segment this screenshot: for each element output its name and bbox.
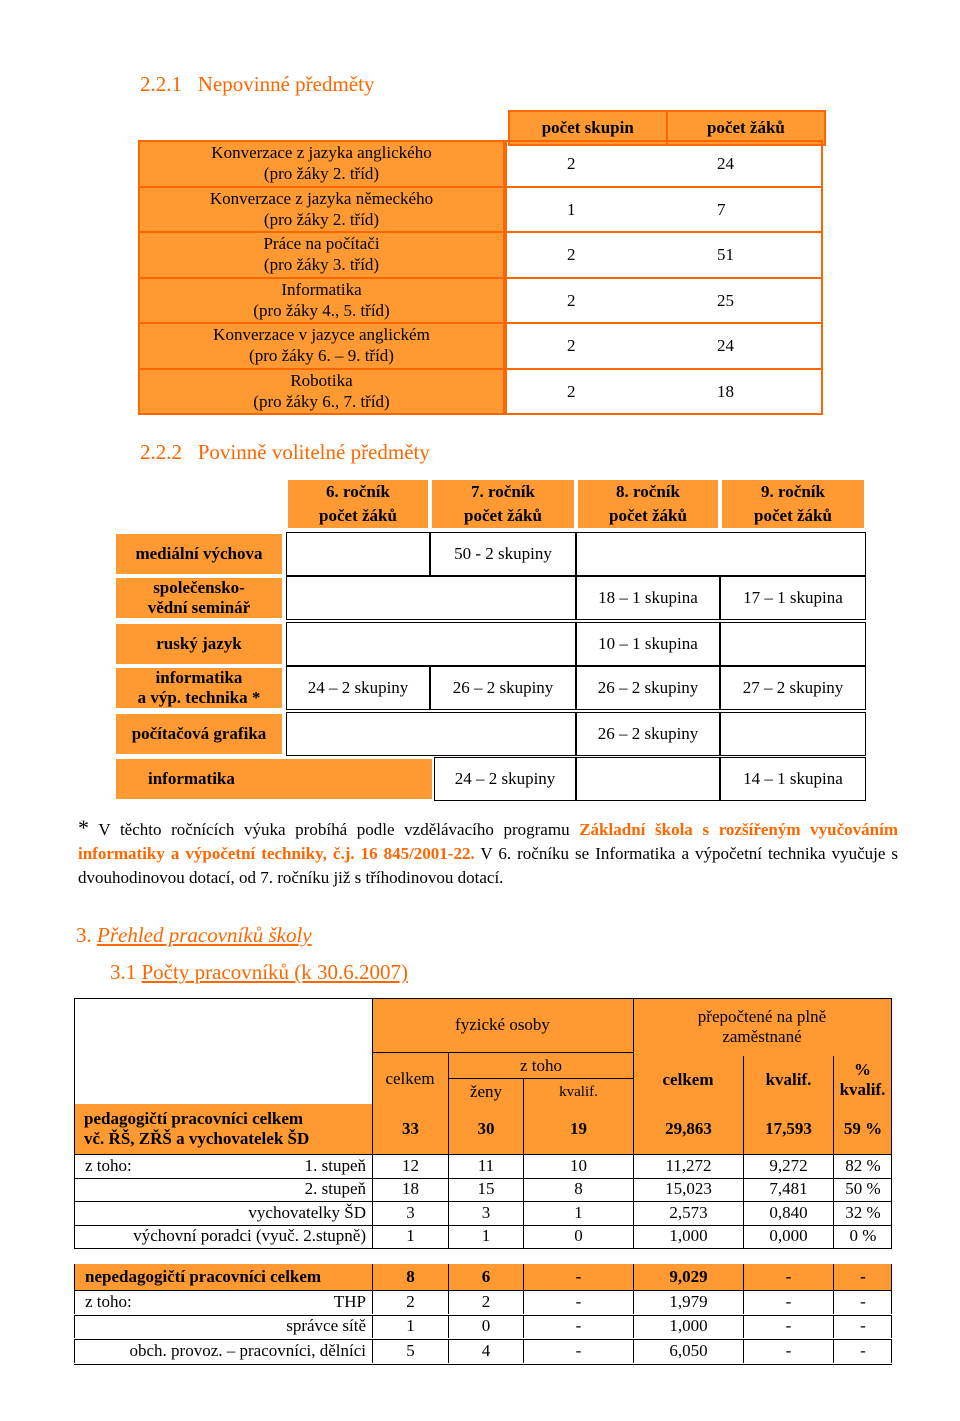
grade-label: 9. ročník — [761, 482, 825, 501]
row-value: 1,000 — [633, 1225, 743, 1249]
header-women: ženy — [448, 1078, 523, 1104]
ped-total-value: 30 — [448, 1104, 523, 1154]
row-label: vychovatelky ŠD — [248, 1202, 366, 1222]
empty-cell — [286, 532, 430, 576]
row-label-cell — [74, 1315, 372, 1339]
ped-total-value: 59 % — [833, 1104, 892, 1154]
group-count: 2 — [567, 245, 576, 264]
row-value: - — [833, 1339, 892, 1363]
sep — [891, 1264, 892, 1290]
row-value: - — [523, 1339, 633, 1363]
subject-name-line-2: vědní seminář — [147, 598, 251, 617]
note-text-2: V 6. ročníku se Informatika a výpočetní technika vyučuje s dvouhodinovou dotací, od 7. ročníku již s tříhodinovou dotací. — [78, 844, 899, 887]
optional-subject-name: Práce na počítači — [263, 234, 380, 253]
section-title: Povinně volitelné předměty — [197, 440, 430, 464]
row-value: - — [833, 1315, 892, 1339]
optional-subject-cell — [138, 231, 505, 279]
row-value: 0,000 — [743, 1225, 833, 1249]
optional-subject-values — [505, 186, 823, 234]
row-value: 11 — [448, 1154, 523, 1178]
row-value: 2 — [372, 1290, 448, 1314]
row-value: 18 — [372, 1178, 448, 1202]
header-qualified: kvalif. — [523, 1078, 633, 1104]
section-heading-2-2-2 — [140, 440, 430, 465]
row-value: 1 — [372, 1315, 448, 1339]
grade-header — [720, 478, 866, 530]
row-label-cell — [74, 1339, 372, 1363]
elective-subject-label: informatika — [114, 757, 434, 801]
pupils-label: počet žáků — [754, 506, 832, 525]
nonped-total-value: - — [743, 1264, 833, 1290]
row-prefix: z toho: — [85, 1291, 132, 1311]
section-number: 3.1 — [110, 960, 137, 984]
pupil-count: 25 — [717, 290, 734, 310]
row-line — [74, 1248, 892, 1249]
row-value: 2 — [448, 1290, 523, 1314]
pupil-count: 51 — [717, 245, 734, 264]
row-value: 0 — [523, 1225, 633, 1249]
row-prefix: z toho: — [85, 1155, 132, 1175]
sep — [891, 1104, 892, 1154]
optional-subject-name: Robotika — [290, 370, 353, 390]
row-value: - — [743, 1290, 833, 1314]
row-line — [74, 1364, 892, 1365]
optional-subject-values — [505, 322, 823, 370]
row-value: 1 — [372, 1225, 448, 1249]
subject-name-line-1: společensko- — [153, 578, 245, 597]
ped-total-line-2: vč. ŘŠ, ZŘŠ a vychovatelek ŠD — [84, 1129, 310, 1148]
row-value: 12 — [372, 1154, 448, 1178]
value-cell: 26 – 2 skupiny — [576, 712, 720, 756]
row-value: 82 % — [833, 1154, 892, 1178]
elective-subject-label — [114, 666, 284, 710]
row-value: - — [743, 1339, 833, 1363]
optional-subject-cell — [138, 322, 505, 370]
row-label: 2. stupeň — [304, 1179, 366, 1199]
section-heading-3 — [76, 923, 312, 948]
empty-cell — [720, 712, 866, 756]
row-value: 15 — [448, 1178, 523, 1202]
empty-cell — [286, 712, 576, 756]
optional-subject-name: Konverzace v jazyce anglickém — [213, 325, 430, 344]
elective-subject-label: mediální výchova — [114, 532, 284, 576]
optional-subject-values — [505, 231, 823, 279]
row-value: - — [523, 1315, 633, 1339]
pupils-label: počet žáků — [609, 506, 687, 525]
section-heading-2-2-1 — [140, 72, 374, 97]
section-number: 3. — [76, 923, 92, 947]
optional-subject-cell — [138, 368, 505, 416]
grade-header — [576, 478, 720, 530]
row-value: 0 — [448, 1315, 523, 1339]
value-cell: 24 – 2 skupiny — [434, 757, 576, 801]
nonped-total-value: 9,029 — [633, 1264, 743, 1290]
value-cell: 17 – 1 skupina — [720, 576, 866, 620]
pupil-count: 24 — [717, 336, 734, 355]
optional-subject-cell — [138, 277, 505, 325]
asterisk: * — [78, 815, 89, 840]
sep — [891, 1315, 892, 1339]
percent-sign: % — [854, 1060, 871, 1079]
pupil-count: 7 — [717, 199, 726, 219]
row-value: 11,272 — [633, 1154, 743, 1178]
percent-label: kvalif. — [839, 1080, 886, 1099]
sep — [891, 1339, 892, 1363]
nonped-total-value: - — [833, 1264, 892, 1290]
row-label: THP — [333, 1291, 366, 1311]
row-value: - — [743, 1315, 833, 1339]
sep — [891, 1178, 892, 1202]
section-title: Přehled pracovníků školy — [97, 923, 312, 947]
optional-subject-cell — [138, 140, 505, 188]
row-label: obch. provoz. – pracovníci, dělníci — [129, 1340, 366, 1360]
optional-subject-grades: (pro žáky 4., 5. tříd) — [253, 300, 390, 320]
header-recalculated: přepočtené na plně zaměstnané — [697, 1007, 827, 1046]
value-cell: 26 – 2 skupiny — [430, 666, 576, 710]
row-value: 32 % — [833, 1201, 892, 1225]
optional-subject-values — [505, 140, 823, 188]
row-value: 15,023 — [633, 1178, 743, 1202]
row-value: 3 — [372, 1201, 448, 1225]
row-value: 1,000 — [633, 1315, 743, 1339]
optional-subject-grades: (pro žáky 2. tříd) — [263, 164, 380, 183]
header-pupils: počet žáků — [667, 111, 825, 145]
value-cell: 50 - 2 skupiny — [430, 532, 576, 576]
header-physical: fyzické osoby — [455, 1015, 550, 1034]
section-title: Počty pracovníků (k 30.6.2007) — [141, 960, 409, 984]
empty-cell — [286, 622, 576, 666]
optional-subject-grades: (pro žáky 6., 7. tříd) — [253, 391, 390, 411]
group-count: 1 — [567, 199, 576, 219]
nonped-total-value: 8 — [372, 1264, 448, 1290]
section-number: 2.2.2 — [140, 440, 182, 464]
row-value: 50 % — [833, 1178, 892, 1202]
row-value: 4 — [448, 1339, 523, 1363]
group-count: 2 — [567, 336, 576, 355]
row-label: 1. stupeň — [304, 1155, 366, 1175]
value-cell: 24 – 2 skupiny — [286, 666, 430, 710]
elective-subject-label: počítačová grafika — [114, 712, 284, 756]
value-cell: 10 – 1 skupina — [576, 622, 720, 666]
empty-cell — [286, 576, 576, 620]
empty-cell — [720, 622, 866, 666]
row-value: - — [833, 1290, 892, 1314]
value-cell: 14 – 1 skupina — [720, 757, 866, 801]
row-value: 3 — [448, 1201, 523, 1225]
sep — [891, 1201, 892, 1225]
row-value: - — [523, 1290, 633, 1314]
grade-header — [430, 478, 576, 530]
pupil-count: 18 — [717, 381, 734, 401]
header-of-which: z toho — [448, 1052, 633, 1078]
group-count: 2 — [567, 381, 576, 401]
optional-subject-name: Konverzace z jazyka anglického — [211, 143, 432, 162]
row-value: 2,573 — [633, 1201, 743, 1225]
pupil-count: 24 — [717, 154, 734, 173]
header-total-recalc: celkem — [662, 1070, 714, 1089]
nonped-total-value: - — [523, 1264, 633, 1290]
grade-header — [286, 478, 430, 530]
row-value: 1 — [448, 1225, 523, 1249]
elective-note — [78, 816, 898, 890]
optional-subject-grades: (pro žáky 6. – 9. tříd) — [249, 346, 394, 365]
row-value: 10 — [523, 1154, 633, 1178]
row-label-cell — [74, 1201, 372, 1225]
row-label-cell — [74, 1178, 372, 1202]
header-percent-qualified — [833, 1056, 891, 1104]
header-qualified-recalc: kvalif. — [743, 1056, 833, 1104]
row-value: 5 — [372, 1339, 448, 1363]
subject-name-line-1: informatika — [155, 668, 243, 687]
nonped-total-label: nepedagogičtí pracovníci celkem — [74, 1264, 372, 1290]
row-value: 7,481 — [743, 1178, 833, 1202]
ped-total-value: 29,863 — [633, 1104, 743, 1154]
row-label-cell — [74, 1290, 372, 1314]
elective-subject-label — [114, 576, 284, 620]
elective-subject-label: ruský jazyk — [114, 622, 284, 666]
value-cell: 18 – 1 skupina — [576, 576, 720, 620]
row-label: výchovní poradci (vyuč. 2.stupně) — [133, 1226, 366, 1246]
row-value: 0 % — [833, 1225, 892, 1249]
empty-cell — [576, 532, 866, 576]
section-number: 2.2.1 — [140, 72, 182, 96]
row-value: 1,979 — [633, 1290, 743, 1314]
grade-label: 7. ročník — [471, 482, 535, 501]
pupils-label: počet žáků — [319, 506, 397, 525]
optional-subject-grades: (pro žáky 3. tříd) — [263, 255, 380, 274]
value-cell: 27 – 2 skupiny — [720, 666, 866, 710]
pupils-label: počet žáků — [464, 506, 542, 525]
optional-subject-values — [505, 277, 823, 325]
grade-label: 8. ročník — [616, 482, 680, 501]
row-value: 8 — [523, 1178, 633, 1202]
group-count: 2 — [567, 290, 576, 310]
empty-cell — [576, 757, 720, 801]
row-value: 9,272 — [743, 1154, 833, 1178]
ped-total-value: 33 — [372, 1104, 448, 1154]
row-value: 6,050 — [633, 1339, 743, 1363]
header-total: celkem — [372, 1052, 448, 1104]
row-value: 0,840 — [743, 1201, 833, 1225]
section-heading-3-1 — [110, 960, 408, 985]
optional-subject-values — [505, 368, 823, 416]
ped-total-value: 17,593 — [743, 1104, 833, 1154]
sep — [74, 1104, 75, 1154]
section-title: Nepovinné předměty — [197, 72, 375, 96]
grade-label: 6. ročník — [326, 482, 390, 501]
row-label: správce sítě — [286, 1316, 366, 1336]
sep — [891, 1225, 892, 1249]
nonped-total-value: 6 — [448, 1264, 523, 1290]
row-label-cell — [74, 1225, 372, 1249]
value-cell: 26 – 2 skupiny — [576, 666, 720, 710]
optional-subject-name: Informatika — [281, 279, 362, 299]
ped-total-label — [74, 1104, 372, 1154]
subject-name-line-2: a výp. technika * — [137, 688, 261, 707]
row-value: 1 — [523, 1201, 633, 1225]
ped-total-line-1: pedagogičtí pracovníci celkem — [84, 1109, 304, 1128]
program-name: Základní škola s rozšířeným vyučováním informatiky a výpočetní techniky, č.j. 16 845/2001-22. — [78, 820, 899, 863]
optional-subject-name: Konverzace z jazyka německého — [209, 188, 434, 208]
optional-subject-cell — [138, 186, 505, 234]
group-count: 2 — [567, 154, 576, 173]
optional-subject-grades: (pro žáky 2. tříd) — [263, 209, 380, 229]
ped-total-value: 19 — [523, 1104, 633, 1154]
header-groups: počet skupin — [509, 111, 667, 145]
sep — [891, 1290, 892, 1314]
note-text-1: V těchto ročnících výuka probíhá podle vzdělávacího programu — [89, 820, 580, 839]
sep — [891, 1154, 892, 1178]
row-label-cell — [74, 1154, 372, 1178]
